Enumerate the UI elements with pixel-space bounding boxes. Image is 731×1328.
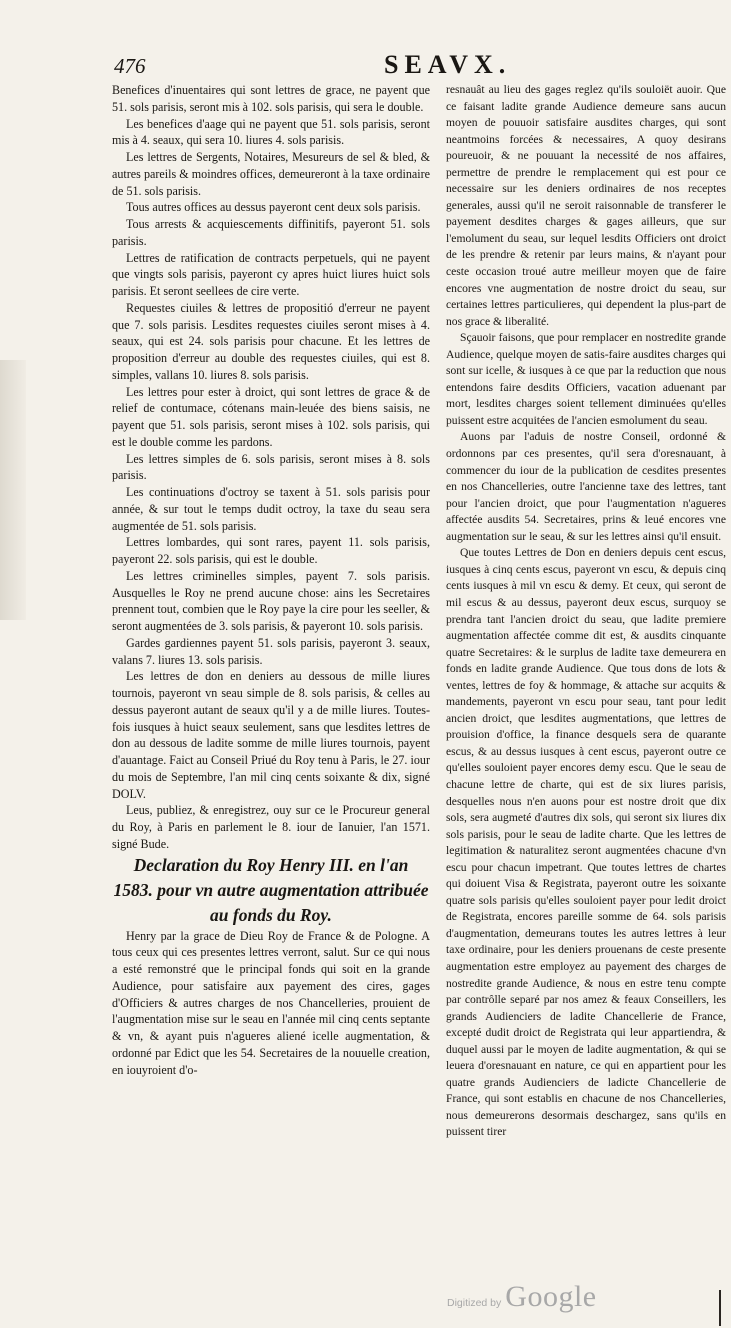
paragraph: Les benefices d'aage qui ne payent que 51. sols parisis, seront mis à 4. seaux, qui sera 10. liures 4. sols parisis. (112, 116, 430, 148)
paragraph: Les lettres criminelles simples, payent 7. sols parisis. Ausquelles le Roy ne prend aucune chose: ains les Secretaires prennent tout, combien que le Roy paye la cire pour les seeller, & seront augmentées de 3. sols parisis, & payeront 10. sols parisis. (112, 568, 430, 633)
right-column (446, 82, 726, 1141)
paragraph: Les lettres de Sergents, Notaires, Mesureurs de sel & bled, & autres pareils & moindres offices, demeureront à la taxe ordinaire de 51. sols parisis. (112, 150, 430, 198)
binding-shadow (0, 360, 26, 620)
digitized-watermark (447, 1280, 597, 1314)
paragraph: Lettres de ratification de contracts perpetuels, qui ne payent que vingts sols parisis, payeront cy apres huict liures huict sols parisis. Et seront seellees de cire verte. (112, 250, 430, 298)
page-edge-mark (719, 1290, 721, 1326)
paragraph: Lettres lombardes, qui sont rares, payent 11. sols parisis, payeront 22. sols parisis, qui est le double. (112, 535, 430, 566)
paragraph: Benefices d'inuentaires qui sont lettres de grace, ne payent que 51. sols parisis, seront mis à 102. sols parisis, qui sera le double. (112, 83, 430, 114)
paragraph: Tous arrests & acquiescements diffinitifs, payeront 51. sols parisis. (112, 217, 430, 248)
paragraph: resnauât au lieu des gages reglez qu'ils souloiët auoir. Que ce faisant ladite grande Audience demeure sans aucun moyen de pouuoir satisfaire ausdites charges, qui sont neantmoins forcées & necessaires, A quoy desirans poureuoir, & ne pouuant la necessité de nos affaires, permettre de prendre le remplacement qui est pour ce necessaire sur les deniers ordinaires de nos receptes generales, aussi qu'il ne seroit raisonnable de transferer le payement desdites charges & gages ailleurs, que sur l'emolument du seau, sur lequel lesdits Officiers ont droict de les prendre & retenir par leurs mains, & n'ayant pour ceste occasion troué autre meilleur moyen que de faire encores vne augmentation de nostre droict du seau, sur certaines lettres particulieres, qui dependent la plus-part de nos grace & liberalité. (446, 83, 726, 328)
paragraph: Les lettres pour ester à droict, qui sont lettres de grace & de relief de contumace, cótenans main-leuée des biens saisis, ne payent que 51. sols parisis, seront mises à 102. sols parisis, qui est le double comme les pardons. (112, 384, 430, 449)
paragraph: Leus, publiez, & enregistrez, ouy sur ce le Procureur general du Roy, à Paris en parlement le 8. iour de Ianuier, l'an 1571. signé Bude. (112, 803, 430, 851)
paragraph: Sçauoir faisons, que pour remplacer en nostredite grande Audience, quelque moyen de satis-faire ausdites charges qui sont sur icelle, & iusques à ce que par la reduction que nous entendons faire desdits Officiers, vacation aduenant par mort, lesdites charges soient tellement diminuées qu'elles puissent estre acquitées de l'ancien esmolument du seau. (446, 331, 726, 427)
paragraph: Gardes gardiennes payent 51. sols parisis, payeront 3. seaux, valans 7. liures 13. sols parisis. (112, 635, 430, 667)
paragraph: Les lettres simples de 6. sols parisis, seront mises à 8. sols parisis. (112, 451, 430, 483)
paragraph: Requestes ciuiles & lettres de propositió d'erreur ne payent que 7. sols parisis. Lesdites requestes ciuiles seront mises à 4. seaux, qui est 24. sols parisis pour chacune. Et les lettres de proposition d'erreur au double des requestes ciuiles, qui est 8. simples, vallans 10. liures 8. sols parisis. (112, 300, 430, 382)
google-logo: Google (505, 1280, 597, 1313)
left-column (112, 82, 430, 1078)
paragraph: Les lettres de don en deniers au dessous de mille liures tournois, payeront vn seau simple de 8. sols parisis, & celles au dessus payeront autant de seaux qu'il y a de mille liures. Toutes-fois iusques à huict seaux seulement, sans que lesdites lettres de don au dessous de ladite somme de mille liures tournois, payent d'auantage. Faict au Conseil Priué du Roy tenu à Paris, le 27. iour du mois de Septembre, l'an mil cinq cents soixante & dix, signé DOLV. (112, 669, 430, 801)
running-head: SEAVX. (384, 50, 512, 79)
paragraph: Que toutes Lettres de Don en deniers depuis cent escus, iusques à cinq cents escus, payeront vn escu, & depuis cinq cents iusques à mil vn escu & demy. Et ceux, qui seront de mil escus & au dessus, payeront deux escus, surquoy se prendra tant l'ancien droict du seau, que ladite premiere augmentation affectée comme dit est, & ausdits cinquante quatre Secretaires: & le surplus de ladite taxe demeurera en fonds en ladite grande Audience. Que tous dons de lots & ventes, lettres de foy & hommage, & attache sur acquits & mandements, payeront vn escu pour seau, tant pour ledit ancien droict, que lesdites augmentations, que lettres de prouision d'office, la finance desquels sera de quarante escus, & au dessus iusques à cent escus, payeront outre ce qu'elles souloient payer encores demy escu. Que le seau de chacune lettre de charte, qui est de six liures parisis, desquelles nous n'en auons pour est nostre droit que dix sols, sera augmeté d'autres dix sols, qui seront six liures dix sols parisis, pour le seau de ladite charte. Que les lettres de legitimation & naturalitez seront augmentées chacune d'vn escu pour chacun impetrant. Que toutes lettres de chartes qui doiuent Visa & Registrata, payeront outre les soixante quatre sols parisis qu'elles souloient payer pour ledit droict de Registrata, encores pareille somme de 64. sols parisis d'augmentation, demeurans toutes les autres lettres à leur taxe ordinaire, pour les deniers prouenans de ceste presente augmentation estre employez au payement des charges de nostredite grande Audience, & nous en estre tenu compte par contrôlle separé par nos amez & feaux Conseillers, les grands Audienciers de ladite Chancellerie de France, excepté dudit droict de Registrata qui leur appartiendra, & duquel aussi par le moyen de ladite augmentation, & qui se leuera d'oresnauant en nature, ce qui en appartient pour les quatre grands Audienciers de ladicte Chancellerie de France, qui sont establis en chacune de nos Chancelleries, nous demeurerons desormais deschargez, sans qu'ils en puissent tirer (446, 546, 726, 1139)
watermark-prefix: Digitized by (447, 1297, 502, 1309)
page-number: 476 (114, 54, 146, 78)
section-heading: Declaration du Roy Henry III. en l'an 1583. pour vn autre augmentation attribuée au fonds du Roy. (113, 854, 429, 925)
paragraph: Les continuations d'octroy se taxent à 51. sols parisis pour année, & sur tout le temps dudit octroy, la taxe du seau sera augmentée de 51. sols parisis. (112, 485, 430, 533)
paragraph: Henry par la grace de Dieu Roy de France & de Pologne. A tous ceux qui ces presentes lettres verront, salut. Sur ce qui nous a esté remonstré que le principal fonds qui soit en la grande Audience, pour satisfaire aux payement des cires, gages d'Officiers & autres charges de nos Chancelleries, prouient de l'augmentation mise sur le seau en l'année mil cinq cents septante & vn, & ayant puis n'agueres aliené icelle augmentation, & ordonné par Edict que les 54. Secretaires de la nouuelle creation, en iouyroient d'o- (112, 928, 430, 1077)
paragraph: Auons par l'aduis de nostre Conseil, ordonné & ordonnons par ces presentes, qu'il sera d'oresnauant, à commencer du iour de la publication de cesdites presentes en nos Chancelleries, outre l'ancienne taxe des lettres, tant pour l'ancien droict, que pour l'augmentation n'agueres affectée ausdits 54. Secretaires, prins & leué encores vne augmentation sur le seau, & sur les lettres ainsi qu'il ensuit. (446, 430, 726, 543)
paragraph: Tous autres offices au dessus payeront cent deux sols parisis. (126, 200, 421, 215)
